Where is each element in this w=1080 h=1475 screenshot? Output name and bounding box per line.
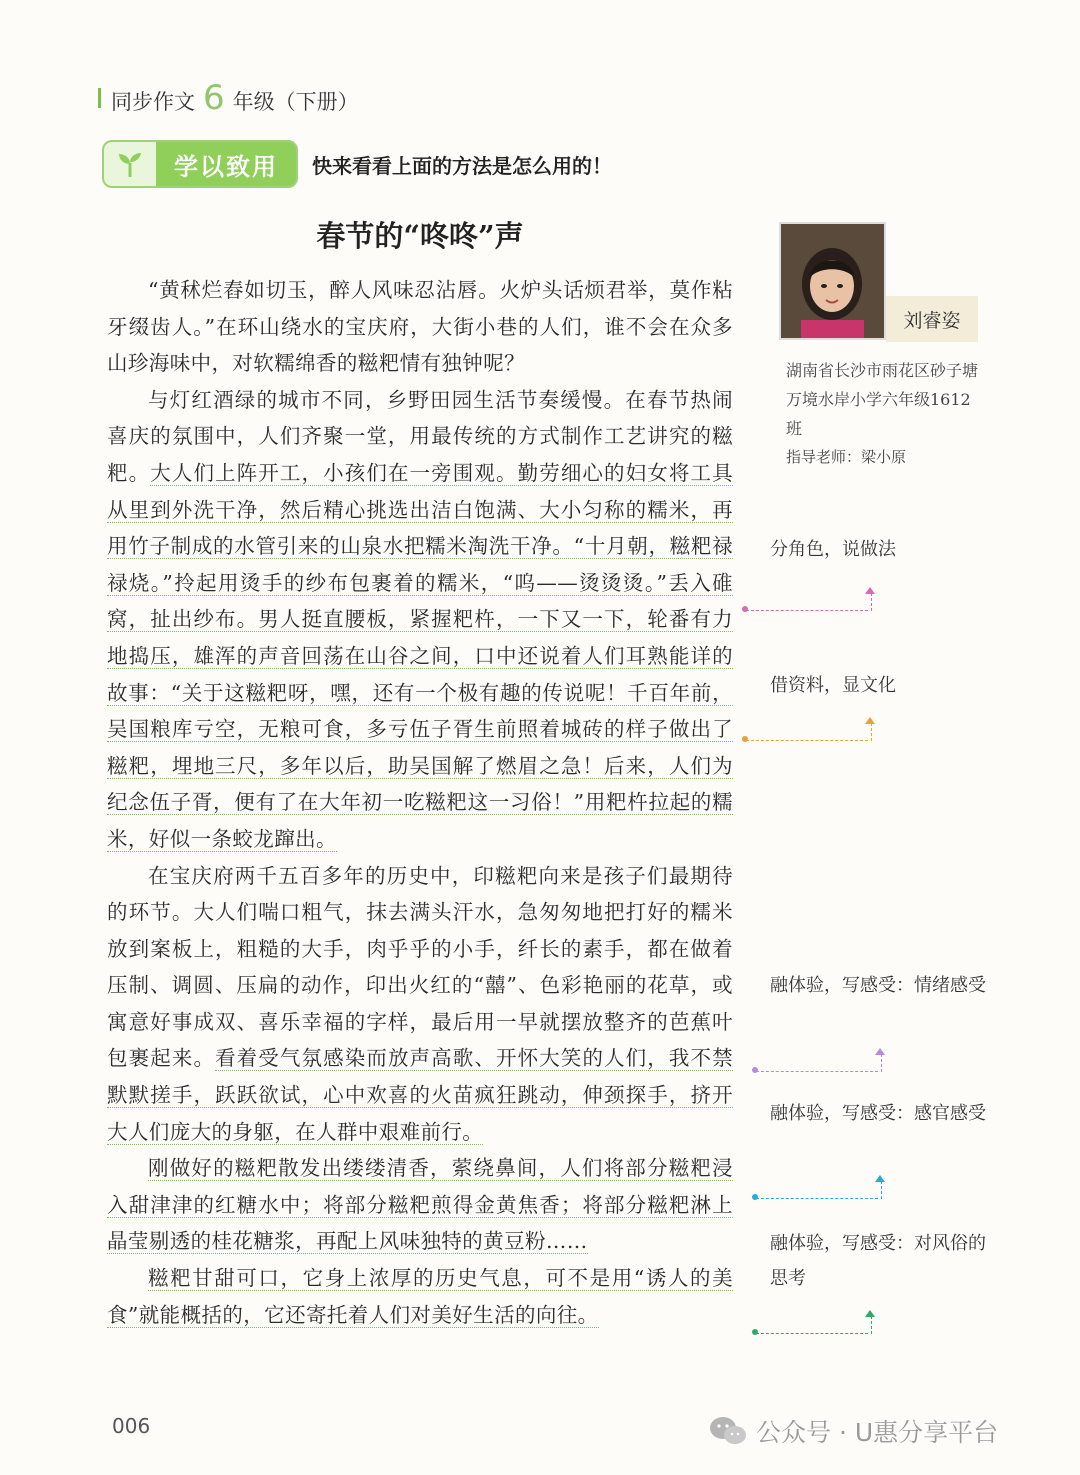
paragraph-3-underlined: 看着受气氛感染而放声高歌、开怀大笑的人们，我不禁默默搓手，跃跃欲试，心中欢喜的火苗疯狂跳动，伸颈探手，挤开大人们庞大的身躯，在人群中艰难前行。 <box>107 1046 733 1144</box>
header-grade-number: 6 <box>203 78 225 118</box>
connector-dot <box>752 1194 758 1200</box>
arrow-head-icon <box>865 717 875 724</box>
margin-note-3: 融体验，写感受：情绪感受 <box>770 975 986 996</box>
paragraph-5 <box>107 1260 733 1333</box>
paragraph-3 <box>107 858 733 1151</box>
watermark <box>708 1413 998 1449</box>
margin-note-1: 分角色，说做法 <box>770 539 896 560</box>
connector-arrow <box>869 1316 872 1334</box>
note-3-connector <box>756 1070 878 1072</box>
header-series: 同步作文 <box>111 90 195 114</box>
connector-dot <box>752 1067 758 1073</box>
sprout-icon <box>104 149 156 179</box>
connector-arrow <box>869 723 872 741</box>
author-photo <box>779 222 886 340</box>
note-2-connector <box>746 739 868 741</box>
connector-arrow <box>869 593 872 611</box>
paragraph-5-text: 糍粑甘甜可口，它身上浓厚的历史气息，可不是用“诱人的美食”就能概括的，它还寄托着人们对美好生活的向往。 <box>107 1266 733 1327</box>
connector-dot <box>752 1329 758 1335</box>
section-banner <box>102 140 612 188</box>
author-name: 刘睿姿 <box>886 296 978 342</box>
arrow-head-icon <box>875 1048 885 1055</box>
section-tag <box>102 140 298 188</box>
note-4-connector <box>756 1197 878 1199</box>
article-body <box>107 272 733 1333</box>
paragraph-1: “黄秫烂舂如切玉，醉人风味忍沾唇。火炉头话烦君举，莫作粘牙缀齿人。”在环山绕水的宝庆府，大街小巷的人们，谁不会在众多山珍海味中，对软糯绵香的糍粑情有独钟呢？ <box>107 278 733 376</box>
margin-note-4: 融体验，写感受：感官感受 <box>770 1103 986 1124</box>
header-bar <box>98 88 101 108</box>
arrow-head-icon <box>865 587 875 594</box>
note-5-connector <box>756 1332 868 1334</box>
connector-arrow <box>879 1181 882 1199</box>
watermark-text: 公众号 · U惠分享平台 <box>756 1418 999 1447</box>
margin-note-5: 融体验，写感受：对风俗的思考 <box>770 1233 986 1289</box>
running-header <box>98 78 359 118</box>
arrow-head-icon <box>865 1310 875 1317</box>
paragraph-4-text: 刚做好的糍粑散发出缕缕清香，萦绕鼻间，人们将部分糍粑浸入甜津津的红糖水中；将部分糍粑煎得金黄焦香；将部分糍粑淋上晶莹剔透的桂花糖浆，再配上风味独特的黄豆粉…… <box>107 1156 733 1254</box>
header-grade-text: 年级（下册） <box>232 90 359 114</box>
article-title: 春节的“咚咚”声 <box>316 219 524 253</box>
wechat-icon <box>708 1415 748 1447</box>
connector-arrow <box>879 1054 882 1072</box>
paragraph-3-lead: 在宝庆府两千五百多年的历史中，印糍粑向来是孩子们最期待的环节。大人们喘口粗气，抹去满头汗水，急匆匆地把打好的糯米放到案板上，粗糙的大手，肉乎乎的小手，纤长的素手，都在做着压制、调圆、压扁的动作，印出火红的“囍”、色彩艳丽的花草，或寓意好事成双、喜乐幸福的字样，最后用一早就摆放整齐的芭蕉叶包裹起来。 <box>107 863 733 1071</box>
paragraph-2-underlined: 大人们上阵开工，小孩们在一旁围观。勤劳细心的妇女将工具从里到外洗干净，然后精心挑选出洁白饱满、大小匀称的糯米，再用竹子制成的水管引来的山泉水把糯米淘洗干净。“十月朝，糍粑禄禄烧。”拎起用烫手的纱布包裹着的糯米，“呜——烫烫烫。”丢入碓窝，扯出纱布。男人挺直腰板，紧握粑杵，一下又一下，轮番有力地捣压，雄浑的声音回荡在山谷之间，口中还说着人们耳熟能详的故事：“关于这糍粑呀，嘿，还有一个极有趣的传说呢！千百年前，吴国粮库亏空，无粮可食，多亏伍子胥生前照着城砖的样子做出了糍粑，埋地三尺，多年以后，助吴国解了燃眉之急！后来，人们为纪念伍子胥，便有了在大年初一吃糍粑这一习俗！”用粑杵拉起的糯米，好似一条蛟龙蹿出。 <box>107 460 733 851</box>
margin-note-2: 借资料，显文化 <box>770 675 896 696</box>
paragraph-2-lead: 与灯红酒绿的城市不同，乡野田园生活节奏缓慢。在春节热闹喜庆的氛围中，人们齐聚一堂，用最传统的方式制作工艺讲究的糍粑。 <box>107 387 733 485</box>
connector-dot <box>742 606 748 612</box>
note-1-connector <box>746 609 868 611</box>
arrow-head-icon <box>875 1175 885 1182</box>
author-teacher: 指导老师：梁小原 <box>786 448 907 466</box>
paragraph-2 <box>107 382 733 858</box>
section-tip: 快来看看上面的方法是怎么用的！ <box>312 153 612 178</box>
page-number: 006 <box>112 1414 151 1438</box>
author-school: 湖南省长沙市雨花区砂子塘万境水岸小学六年级1612班 <box>786 361 979 438</box>
connector-dot <box>742 736 748 742</box>
section-tag-label: 学以致用 <box>174 152 278 181</box>
paragraph-4 <box>107 1150 733 1260</box>
